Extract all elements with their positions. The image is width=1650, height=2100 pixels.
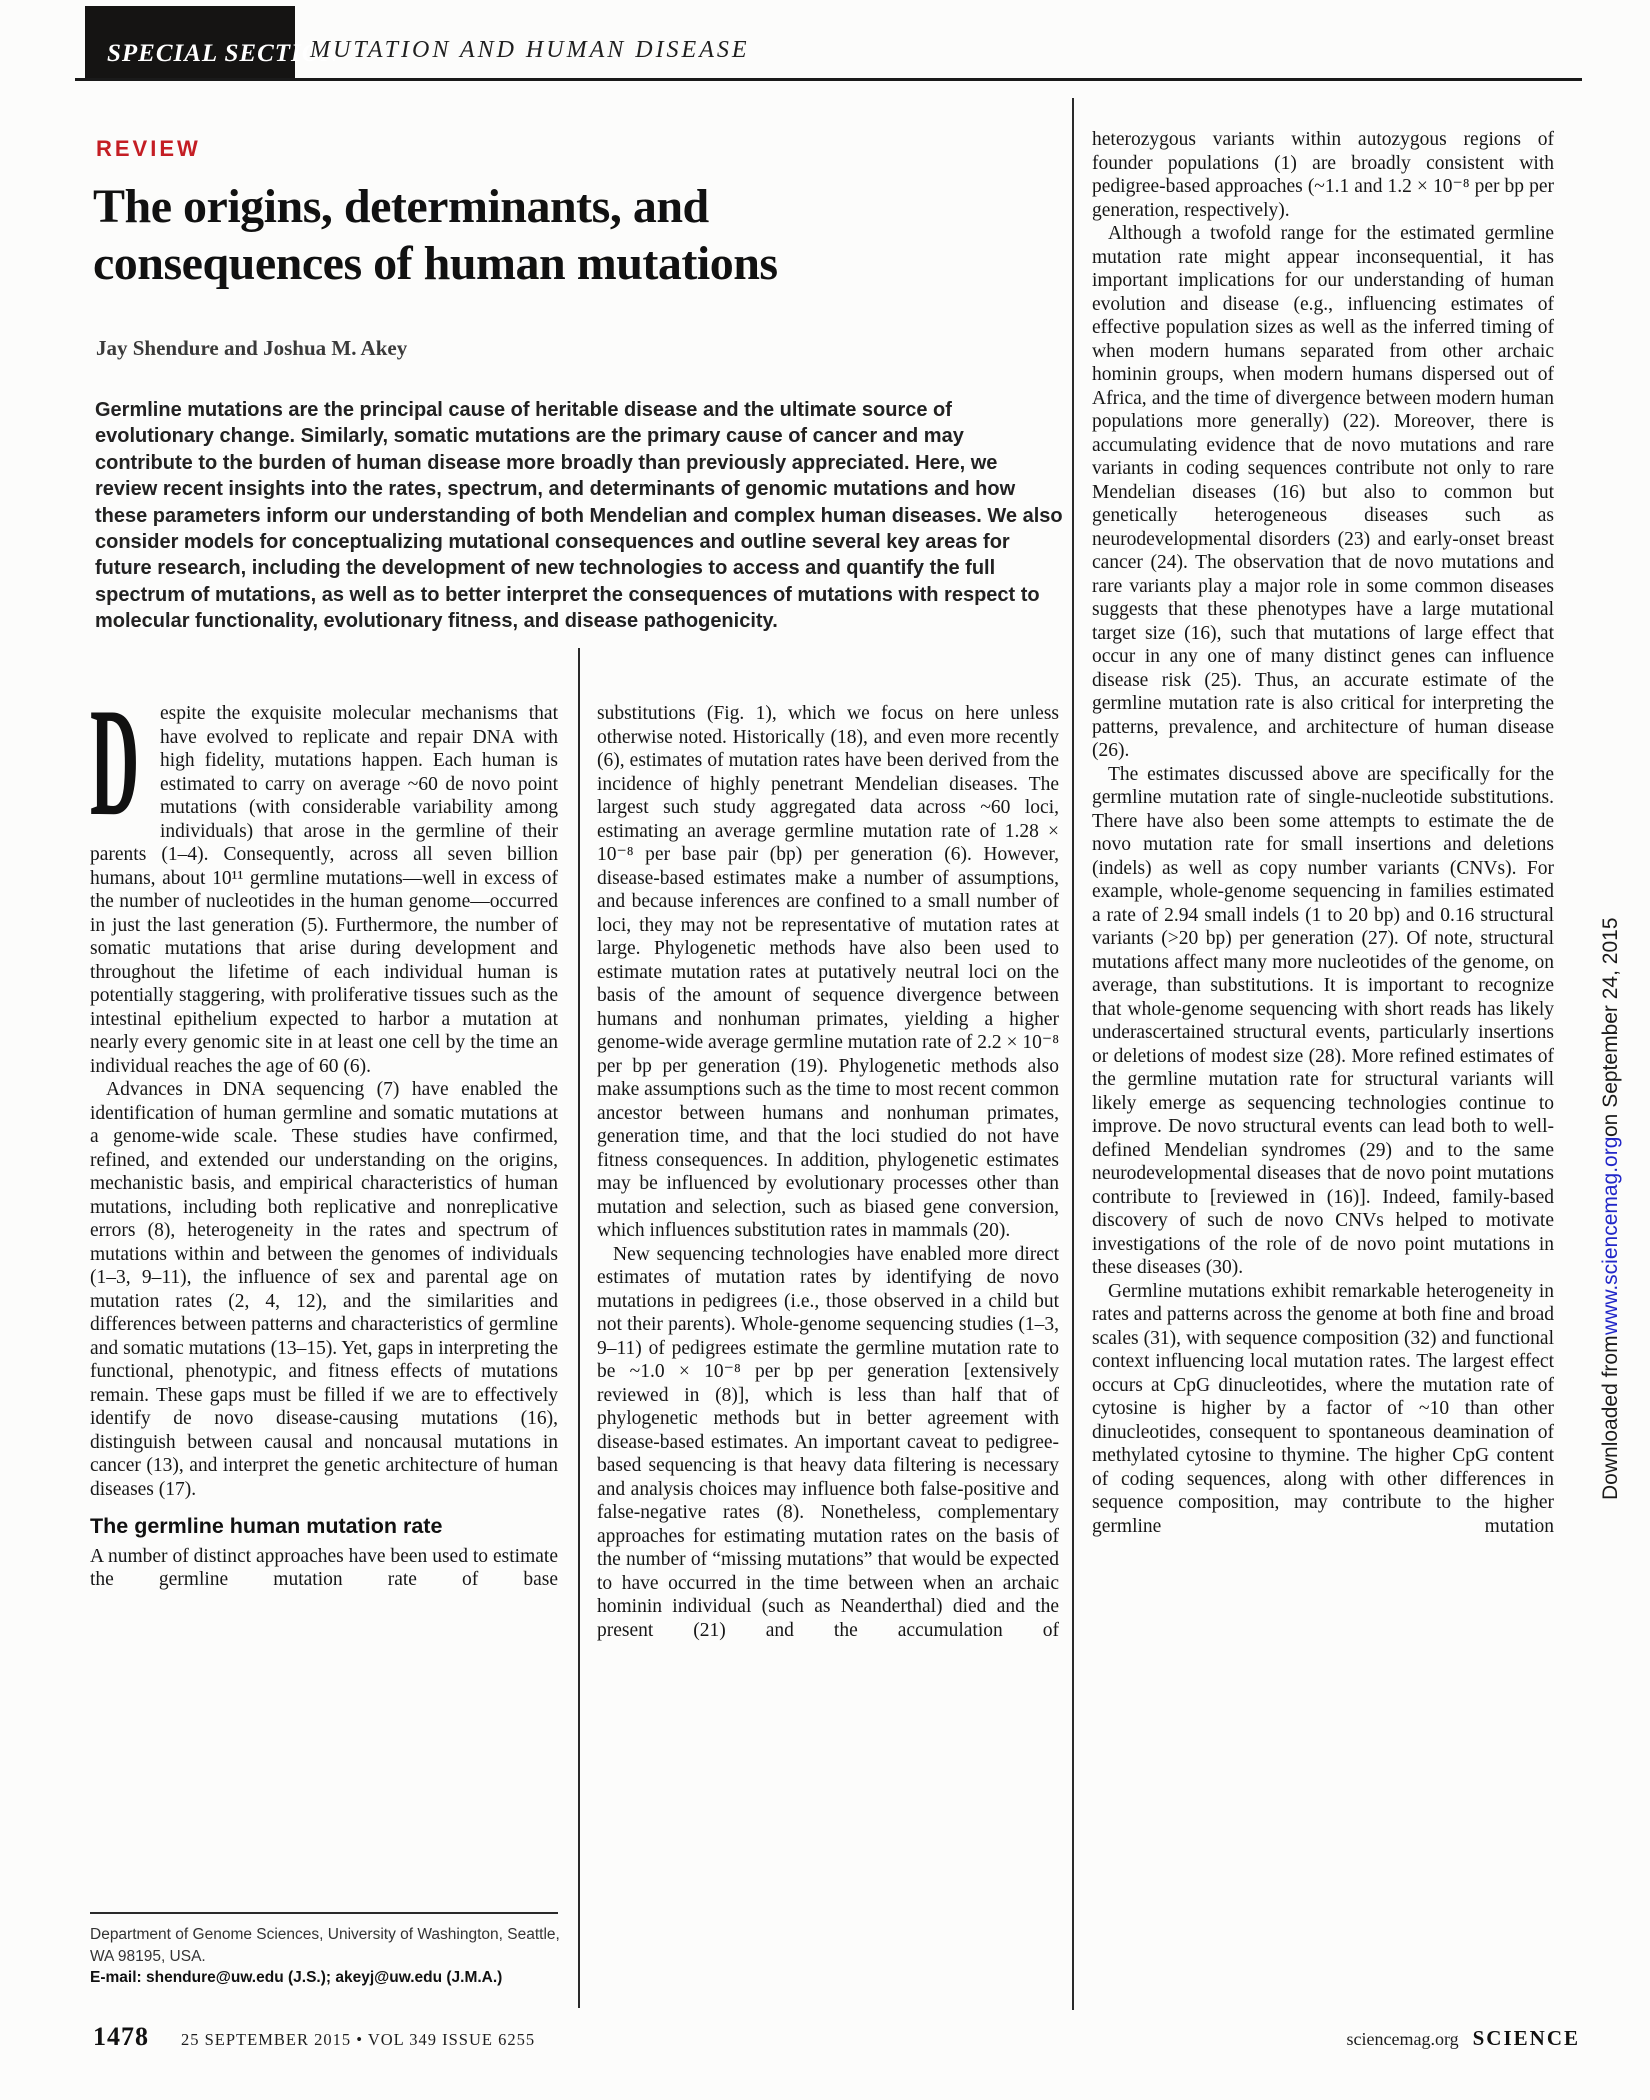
section-heading: The germline human mutation rate xyxy=(90,1514,443,1538)
paragraph-text: espite the exquisite molecular mechanisms that have evolved to replicate and repair DNA with high fidelity, mutations happen. Each human is estimated to carry on average ~60 de novo point mutations (with considerable variability among individuals) that arose in the germline of their parents (1–4). Consequently, across all seven billion humans, about 10¹¹ germline mutations—well in excess of the number of nucleotides in the human genome—occurred in just the last generation (5). Furthermore, the number of somatic mutations that arise during development and throughout the lifetime of each individual human is potentially staggering, with proliferative tissues such as the intestinal epithelium expected to harbor a mutation at nearly every genomic site in at least one cell by the time an individual reaches the age of 60 (6). xyxy=(90,703,558,1077)
paragraph: New sequencing technologies have enabled more direct estimates of mutation rates by identifying de novo mutations in pedigrees (i.e., those observed in a child but not their parents). Whole-genome sequencing studies (1–3, 9–11) of pedigrees estimate the germline mutation rate to be ~1.0 × 10⁻⁸ per bp per generation [extensively reviewed in (8)], which is less than half that of phylogenetic methods but in better agreement with disease-based estimates. An important caveat to pedigree-based sequencing is that heavy data filtering is necessary and analysis choices may influence both false-positive and false-negative rates (8). Nonetheless, complementary approaches for estimating mutation rates on the basis of the number of “missing mutations” that would be expected to have occurred in the time between when an archaic hominin individual (such as Neanderthal) died and the present (21) and the accumulation of xyxy=(597,1243,1059,1641)
footer-right xyxy=(1347,2026,1581,2051)
paragraph: The estimates discussed above are specifically for the germline mutation rate of single-nucleotide substitutions. There have also been some attempts to estimate the de novo mutation rate for small insertions and deletions (indels) as well as copy number variants (CNVs). For example, whole-genome sequencing in families estimated a rate of 2.94 small indels (1 to 20 bp) and 0.16 structural variants (>20 bp) per generation (27). Of note, structural mutations affect many more nucleotides of the genome, on average, than substitutions. It is important to recognize that whole-genome sequencing with short reads has likely underascertained structural events, particularly insertions or deletions of modest size (28). More refined estimates of the germline mutation rate for structural variants will likely emerge as sequencing technologies continue to improve. De novo structural events can lead both to well-defined Mendelian syndromes (29) and to the same neurodevelopmental diseases that de novo point mutations contribute to [reviewed in (16)]. Indeed, family-based discovery of such de novo CNVs helped to motivate investigations of the role of de novo point mutations in these diseases (30). xyxy=(1092,763,1554,1278)
footnote-rule xyxy=(90,1912,558,1914)
article-title: The origins, determinants, and consequences of human mutations xyxy=(93,180,778,290)
paragraph: heterozygous variants within autozygous regions of founder populations (1) are broadly consistent with pedigree-based approaches (~1.1 and 1.2 × 10⁻⁸ per bp per generation, respectively). xyxy=(1092,129,1554,221)
download-stamp-suffix: on September 24, 2015 xyxy=(1599,917,1622,1137)
paragraph: Germline mutations exhibit remarkable heterogeneity in rates and patterns across the genome at both fine and broad scales (31), with sequence composition (32) and functional context influencing local mutation rates. The largest effect occurs at CpG dinucleotides, where the mutation rate of cytosine is higher by a factor of ~10 than other dinucleotides, consequent to spontaneous deamination of methylated cytosine to thymine. The higher CpG content of coding sequences, along with other differences in sequence composition, may contribute to the higher germline mutation xyxy=(1092,1280,1554,1537)
body-column-3 xyxy=(1092,128,1554,2016)
body-column-2 xyxy=(597,702,1059,2002)
section-title: MUTATION AND HUMAN DISEASE xyxy=(310,37,750,63)
affiliation: Department of Genome Sciences, University of Washington, Seattle, WA 98195, USA. xyxy=(90,1926,560,1965)
column-divider-right xyxy=(1072,98,1074,2010)
download-stamp-prefix: Downloaded from xyxy=(1599,1335,1622,1500)
body-column-1 xyxy=(90,702,558,1897)
paragraph-dropcap xyxy=(90,702,558,1078)
paragraph: Advances in DNA sequencing (7) have enabled the identification of human germline and somatic mutations at a genome-wide scale. These studies have confirmed, refined, and extended our understanding on the origins, mechanistic basis, and empirical characteristics of human mutations, including both replicative and nonreplicative errors (8), heterogeneity in the rates and spectrum of mutations within and between the genomes of individuals (1–3, 9–11), the influence of sex and parental age on mutation rates (2, 4, 12), and the similarities and differences between patterns and characteristics of germline and somatic mutations (13–15). Yet, gaps in interpreting the functional, phenotypic, and fitness effects of mutations remain. These gaps must be filled if we are to effectively identify de novo disease-causing mutations (16), distinguish between causal and noncausal mutations in cancer (13), and interpret the genetic architecture of human diseases (17). xyxy=(90,1079,558,1500)
footer-left xyxy=(93,2022,535,2052)
masthead-rule xyxy=(75,78,1582,81)
article-kicker: REVIEW xyxy=(96,136,201,161)
journal-name: SCIENCE xyxy=(1472,2026,1580,2050)
drop-cap: D xyxy=(90,702,140,848)
paragraph: substitutions (Fig. 1), which we focus on here unless otherwise noted. Historically (18), and even more recently (6), estimates of mutation rates have been derived from the incidence of highly penetrant Mendelian diseases. The largest such study aggregated data across ~60 loci, estimating an average germline mutation rate of 1.28 × 10⁻⁸ per base pair (bp) per generation (6). However, disease-based estimates make a number of assumptions, and because inferences are confined to a small number of loci, they may not be representative of mutation rates at large. Phylogenetic methods have also been used to estimate mutation rates at putatively neutral loci on the basis of the amount of sequence divergence between humans and nonhuman primates, yielding a higher genome-wide average germline mutation rate of 2.2 × 10⁻⁸ per bp per generation (19). Phylogenetic methods also make assumptions such as the time to most recent common ancestor between humans and nonhuman primates, generation time, and that the loci studied do not have fitness consequences. In addition, phylogenetic estimates may be influenced by evolutionary processes other than mutation and selection, such as biased gene conversion, which influences substitution rates in mammals (20). xyxy=(597,703,1059,1241)
article-authors: Jay Shendure and Joshua M. Akey xyxy=(96,336,408,360)
email-line: E-mail: shendure@uw.edu (J.S.); akeyj@uw.edu (J.M.A.) xyxy=(90,1969,503,1986)
column-divider-left xyxy=(578,648,580,2008)
special-section-banner xyxy=(85,6,340,78)
author-footnote xyxy=(90,1924,570,1989)
journal-site: sciencemag.org xyxy=(1346,2029,1459,2049)
paragraph: Although a twofold range for the estimated germline mutation rate might appear inconsequential, it has important implications for our understanding of human evolution and disease (e.g., influencing estimates of effective population sizes as well as the inferred timing of when modern humans separated from other archaic hominin groups, when modern humans dispersed out of Africa, and the time of divergence between modern human populations more generally) (22). Moreover, there is accumulating evidence that de novo mutations and rare variants in coding sequences contribute not only to rare Mendelian diseases (16) but also to common but genetically heterogeneous diseases such as neurodevelopmental disorders (23) and early-onset breast cancer (24). The observation that de novo mutations and rare variants play a major role in some common diseases suggests that these phenotypes have a large mutational target size (16), such that mutations of large effect that occur in any one of many distinct genes can influence disease risk (25). Thus, an accurate estimate of the germline mutation rate is also critical for interpreting the patterns, prevalence, and architecture of human disease (26). xyxy=(1092,223,1554,761)
page-number: 1478 xyxy=(93,2022,149,2051)
issue-info: 25 SEPTEMBER 2015 • VOL 349 ISSUE 6255 xyxy=(181,2030,536,2049)
download-stamp xyxy=(1592,415,1630,1500)
sciencemag-link[interactable]: www.sciencemag.org xyxy=(1599,1136,1622,1336)
special-section-label: SPECIAL SECTION xyxy=(107,40,340,67)
paragraph: A number of distinct approaches have been used to estimate the germline mutation rate of base xyxy=(90,1545,558,1590)
article-abstract: Germline mutations are the principal cause of heritable disease and the ultimate source of evolutionary change. Similarly, somatic mutations are the primary cause of cancer and may contribute to the burden of human disease more broadly than previously appreciated. Here, we review recent insights into the rates, spectrum, and determinants of genomic mutations and how these parameters inform our understanding of both Mendelian and complex human diseases. We also consider models for conceptualizing mutational consequences and outline several key areas for future research, including the development of new technologies to access and quantify the full spectrum of mutations, as well as to better interpret the consequences of mutations with respect to molecular functionality, evolutionary fitness, and disease pathogenicity. xyxy=(95,399,1063,633)
